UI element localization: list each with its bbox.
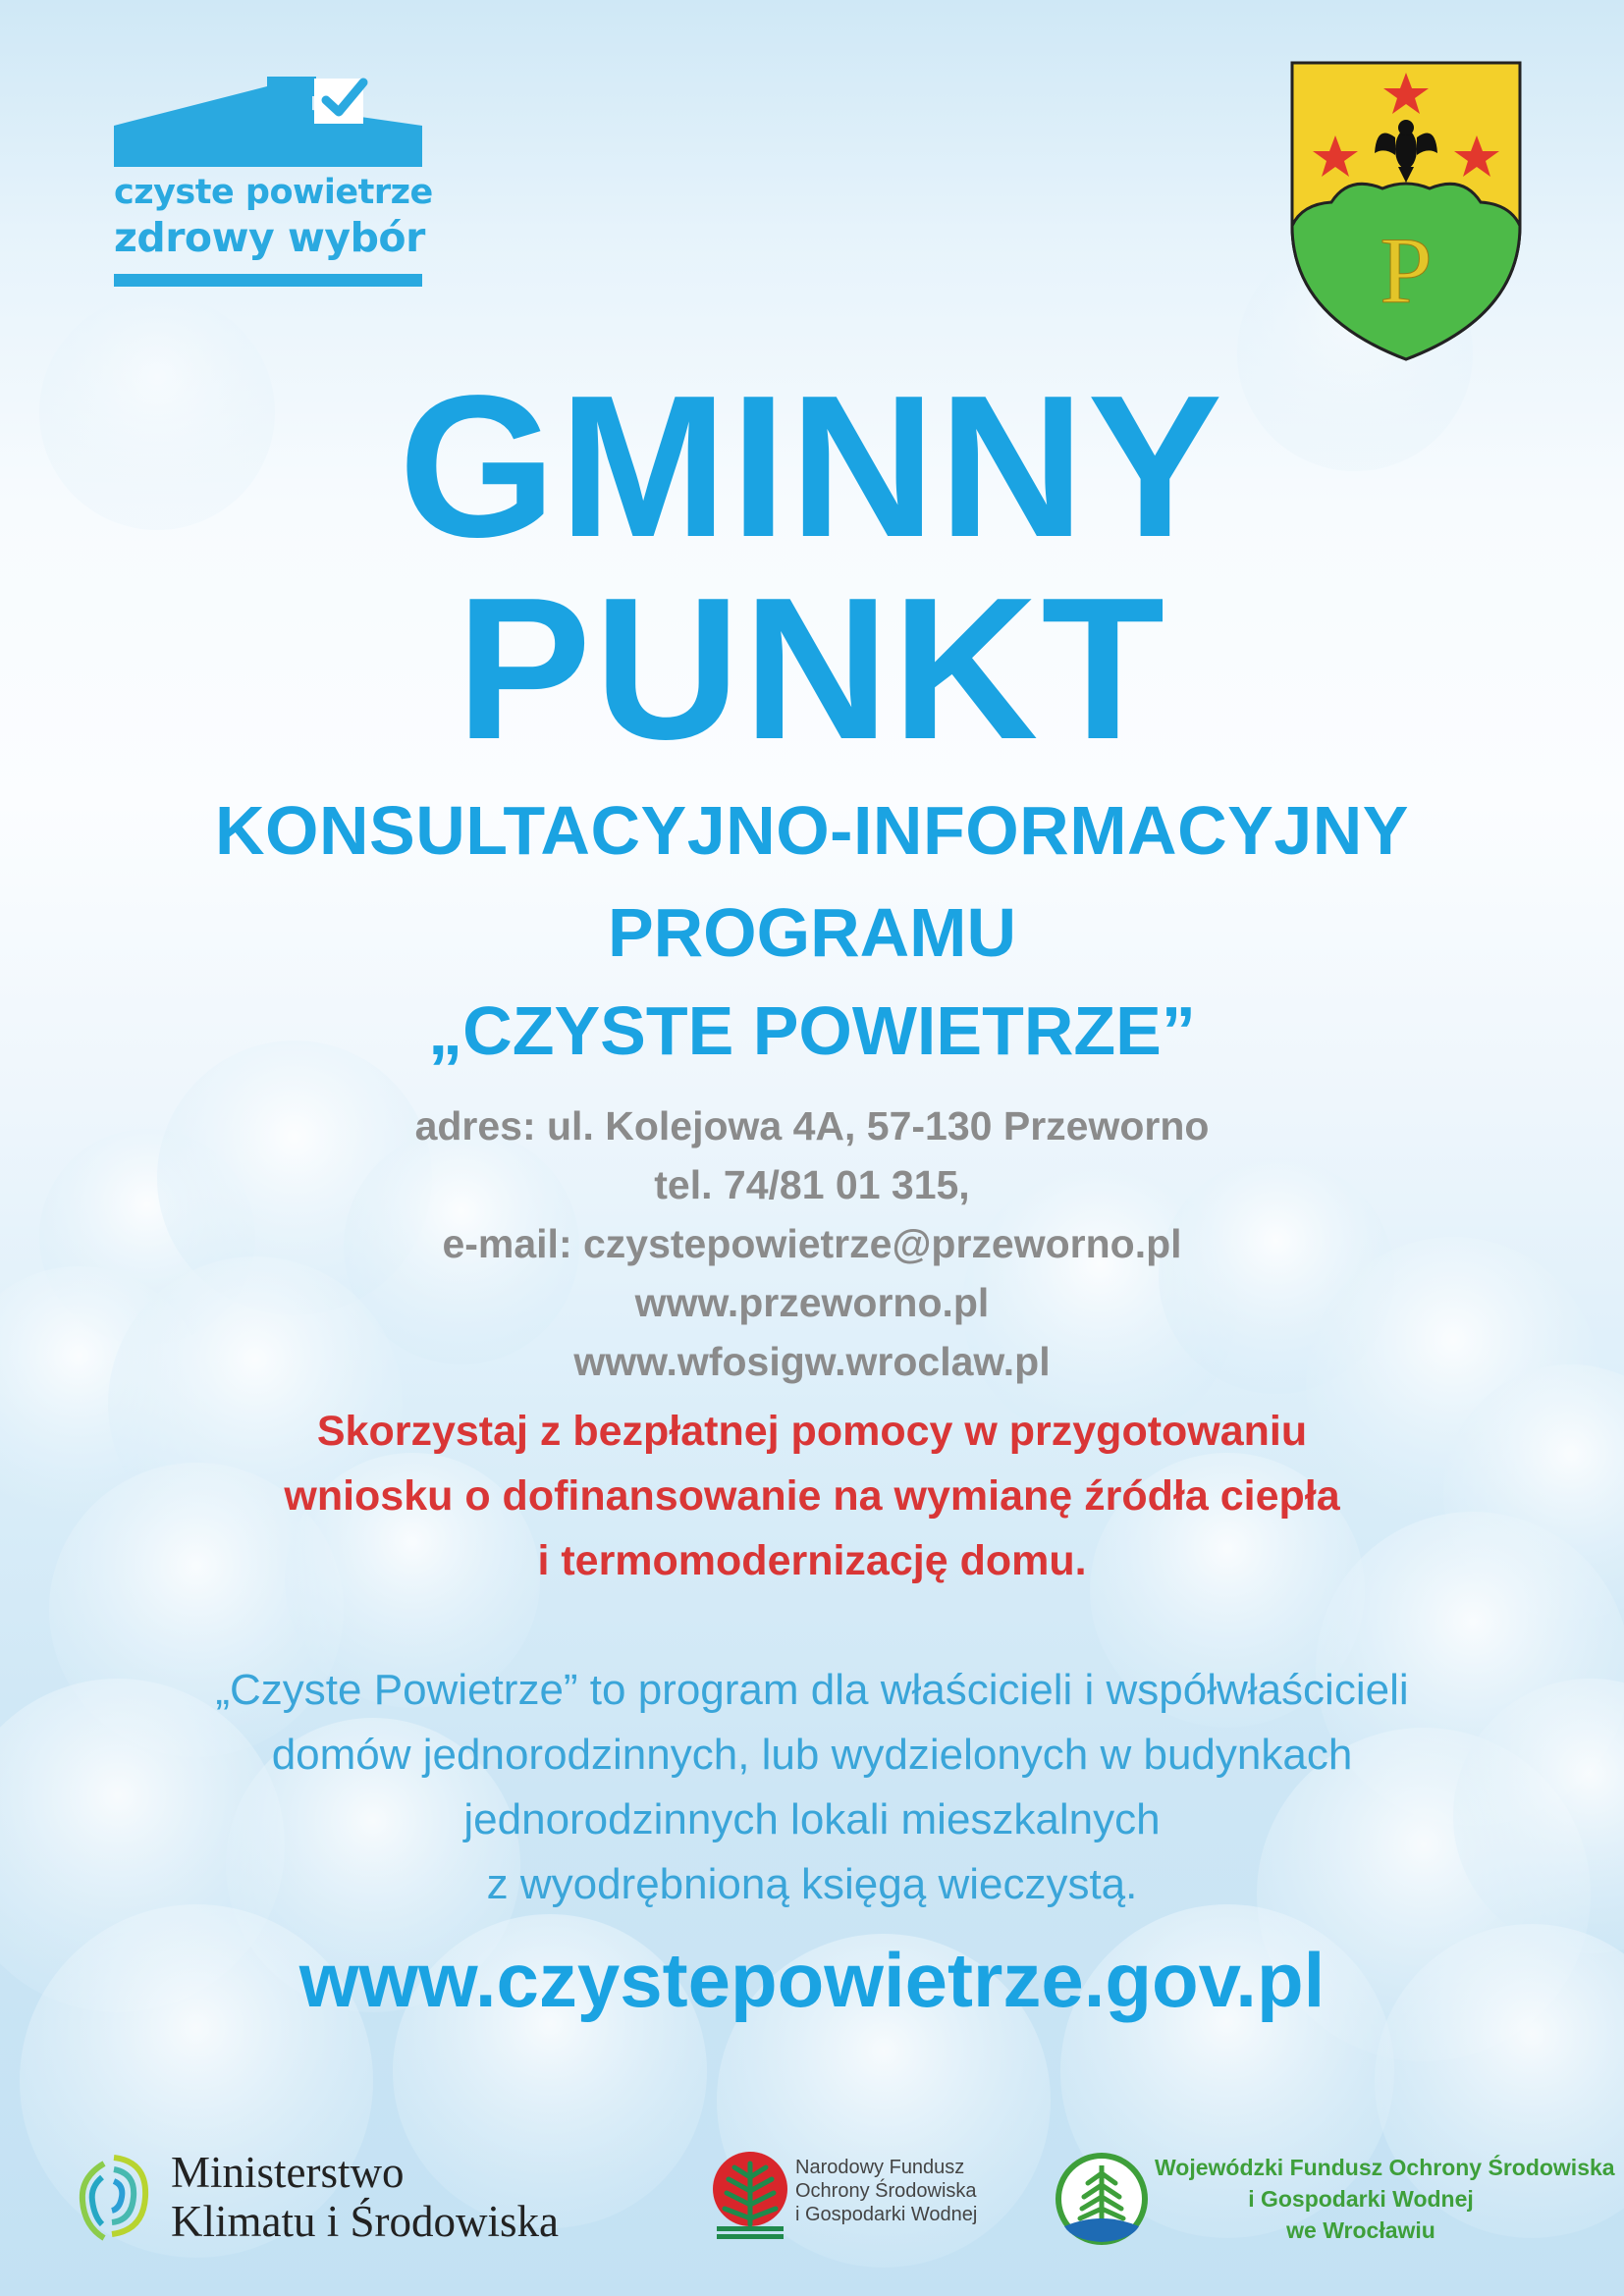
wfos-tree-icon [1053, 2150, 1151, 2248]
ministry-logo [75, 2148, 624, 2256]
ministry-name-line-2: Klimatu i Środowiska [171, 2197, 559, 2246]
description-line-2: domów jednorodzinnych, lub wydzielonych w budynkach [271, 1731, 1353, 1779]
contact-website-2: www.wfosigw.wroclaw.pl [573, 1339, 1051, 1384]
ministry-name-line-1: Ministerstwo [171, 2148, 405, 2197]
nfos-name-line-2: Ochrony Środowiska [795, 2180, 977, 2202]
nfos-logo [711, 2150, 1005, 2248]
contact-address: adres: ul. Kolejowa 4A, 57-130 Przeworno [414, 1103, 1210, 1148]
house-check-icon [110, 75, 424, 173]
wfos-logo [1053, 2148, 1615, 2256]
description-line-1: „Czyste Powietrze” to program dla właścicieli i współwłaścicieli [215, 1666, 1409, 1714]
description-line-4: z wyodrębnioną księgą wieczystą. [486, 1860, 1138, 1908]
wfos-name-line-1: Wojewódzki Fundusz Ochrony Środowiska [1155, 2155, 1615, 2180]
logo-line-2: zdrowy wybór [114, 214, 425, 261]
czyste-powietrze-logo [110, 75, 434, 293]
wfos-name-line-3: we Wrocławiu [1286, 2217, 1435, 2243]
subheading-line-2: PROGRAMU [607, 894, 1017, 971]
nfos-emblem-icon [711, 2150, 789, 2244]
coat-of-arms [1288, 59, 1524, 363]
nfos-name-line-3: i Gospodarki Wodnej [795, 2204, 978, 2225]
headline-line-1: GMINNY [399, 353, 1225, 579]
contact-email: e-mail: czystepowietrze@przeworno.pl [442, 1221, 1182, 1266]
contact-phone: tel. 74/81 01 315, [654, 1162, 970, 1207]
subheading-line-1: KONSULTACYJNO-INFORMACYJNY [215, 792, 1409, 869]
program-website: www.czystepowietrze.gov.pl [298, 1937, 1326, 2023]
ministry-swirl-icon [75, 2148, 153, 2246]
logo-underline [114, 274, 422, 287]
nfos-name-line-1: Narodowy Fundusz [795, 2157, 965, 2178]
cta-line-2: wniosku o dofinansowanie na wymianę źródła ciepła [284, 1472, 1340, 1520]
logo-line-1: czyste powietrze [114, 173, 433, 212]
description-line-3: jednorodzinnych lokali mieszkalnych [463, 1795, 1161, 1843]
subheading-line-3: „CZYSTE POWIETRZE” [428, 992, 1196, 1069]
cta-line-3: i termomodernizację domu. [537, 1537, 1087, 1584]
letter-p-icon [1380, 218, 1432, 323]
svg-text:P: P [1380, 218, 1433, 323]
wfos-name-line-2: i Gospodarki Wodnej [1248, 2186, 1474, 2212]
headline-line-2: PUNKT [456, 556, 1168, 781]
cta-line-1: Skorzystaj z bezpłatnej pomocy w przygotowaniu [316, 1408, 1308, 1455]
contact-website-1: www.przeworno.pl [634, 1280, 990, 1325]
